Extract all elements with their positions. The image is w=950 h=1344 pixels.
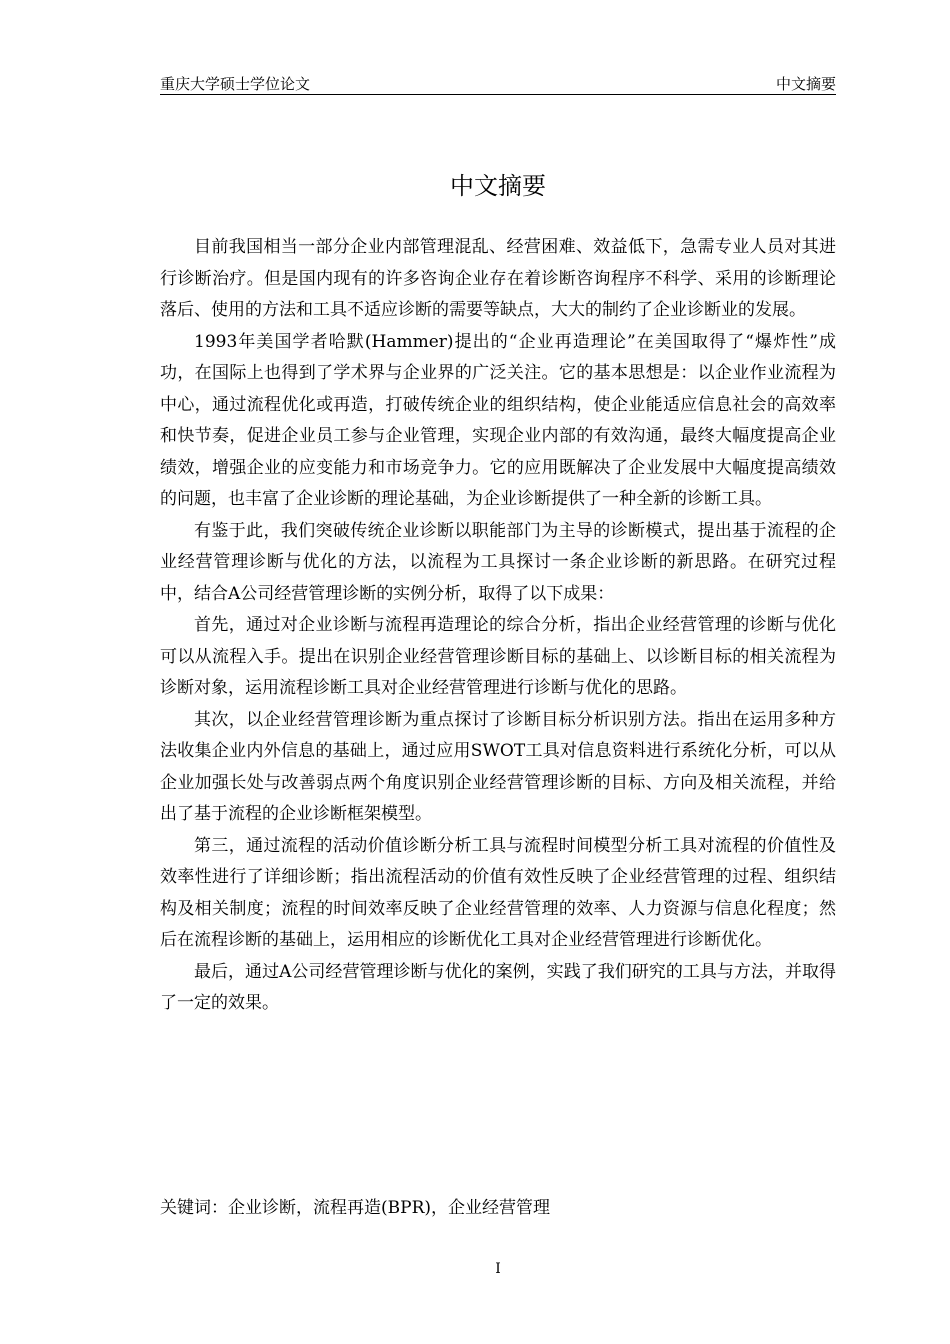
page-header — [160, 74, 836, 95]
abstract-body — [160, 232, 836, 1020]
abstract-paragraph-3: 有鉴于此，我们突破传统企业诊断以职能部门为主导的诊断模式，提出基于流程的企业经营管理诊断与优化的方法，以流程为工具探讨一条企业诊断的新思路。在研究过程中，结合A公司经营管理诊断的实例分析，取得了以下成果： — [160, 520, 836, 604]
abstract-paragraph-4: 首先，通过对企业诊断与流程再造理论的综合分析，指出企业经营管理的诊断与优化可以从流程入手。提出在识别企业经营管理诊断目标的基础上、以诊断目标的相关流程为诊断对象，运用流程诊断工具对企业经营管理进行诊断与优化的思路。 — [160, 615, 836, 698]
keywords-line — [160, 1193, 836, 1224]
page-number: I — [495, 1261, 501, 1277]
abstract-paragraph-7: 最后，通过A公司经营管理诊断与优化的案例，实践了我们研究的工具与方法，并取得了一定的效果。 — [160, 961, 836, 1013]
abstract-paragraph-1: 目前我国相当一部分企业内部管理混乱、经营困难、效益低下，急需专业人员对其进行诊断治疗。但是国内现有的许多咨询企业存在着诊断咨询程序不科学、采用的诊断理论落后、使用的方法和工具不适应诊断的需要等缺点，大大的制约了企业诊断业的发展。 — [160, 237, 836, 320]
abstract-paragraph-5: 其次，以企业经营管理诊断为重点探讨了诊断目标分析识别方法。指出在运用多种方法收集企业内外信息的基础上，通过应用SWOT工具对信息资料进行系统化分析，可以从企业加强长处与改善弱点两个角度识别企业经营管理诊断的目标、方向及相关流程，并给出了基于流程的企业诊断框架模型。 — [160, 709, 836, 824]
header-section-title: 中文摘要 — [775, 75, 836, 93]
page-title: 中文摘要 — [450, 172, 546, 200]
keywords-label: 关键词： — [160, 1198, 228, 1218]
header-thesis-title: 重庆大学硕士学位论文 — [160, 75, 311, 93]
abstract-paragraph-2: 1993年美国学者哈默(Hammer)提出的“企业再造理论”在美国取得了“爆炸性”成功，在国际上也得到了学术界与企业界的广泛关注。它的基本思想是：以企业作业流程为中心，通过流程优化或再造，打破传统企业的组织结构，使企业能适应信息社会的高效率和快节奏，促进企业员工参与企业管理，实现企业内部的有效沟通，最终大幅度提高企业绩效，增强企业的应变能力和市场竞争力。它的应用既解决了企业发展中大幅度提高绩效的问题，也丰富了企业诊断的理论基础，为企业诊断提供了一种全新的诊断工具。 — [160, 331, 836, 509]
abstract-paragraph-6: 第三，通过流程的活动价值诊断分析工具与流程时间模型分析工具对流程的价值性及效率性进行了详细诊断；指出流程活动的价值有效性反映了企业经营管理的过程、组织结构及相关制度；流程的时间效率反映了企业经营管理的效率、人力资源与信息化程度；然后在流程诊断的基础上，运用相应的诊断优化工具对企业经营管理进行诊断优化。 — [160, 835, 836, 950]
keywords-value: 企业诊断，流程再造(BPR)，企业经营管理 — [228, 1198, 550, 1218]
